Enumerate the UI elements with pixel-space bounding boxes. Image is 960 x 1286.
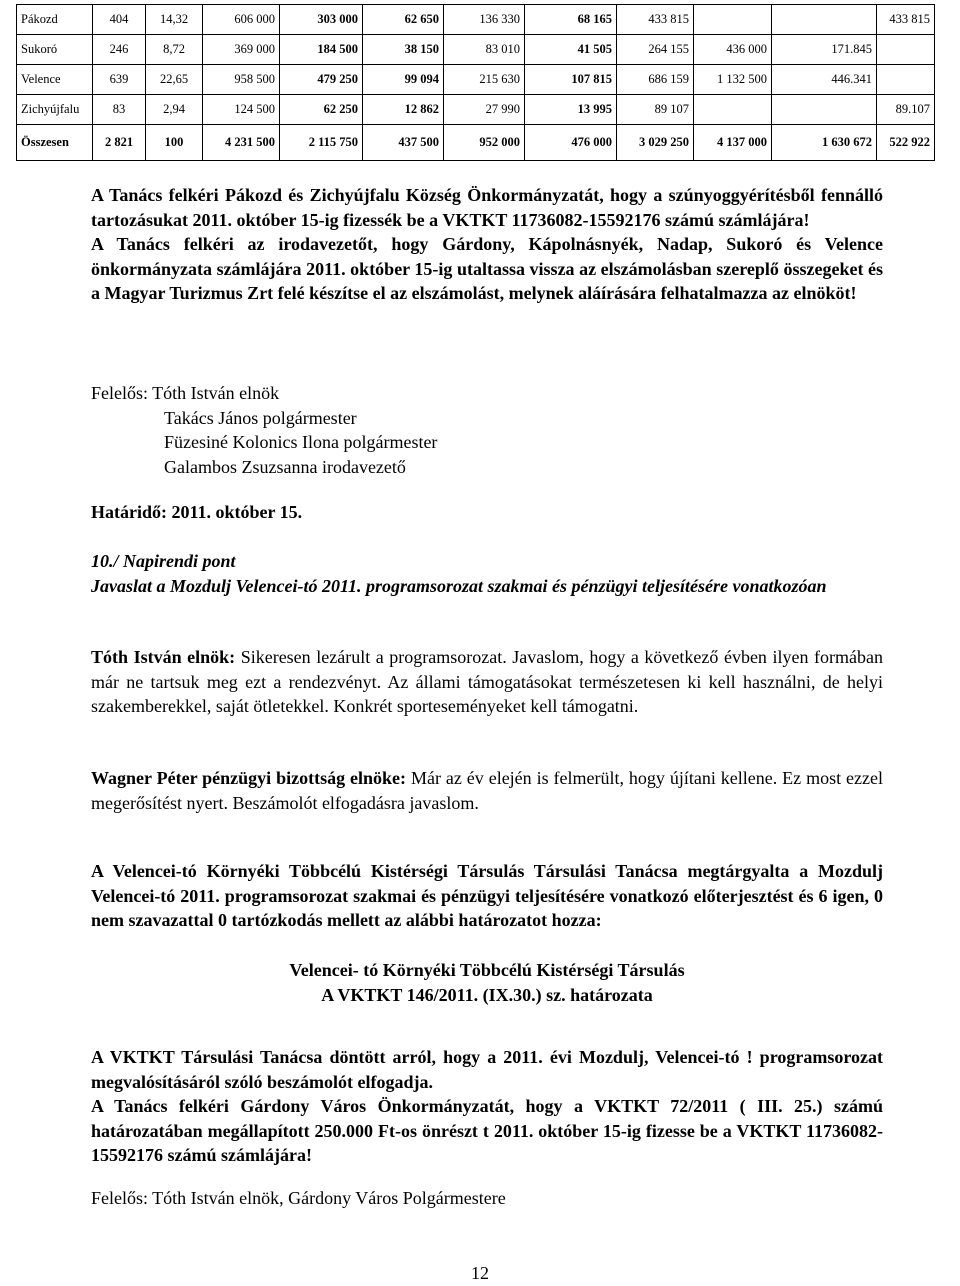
speech-wagner bbox=[91, 766, 883, 815]
decision-header-org: Velencei- tó Környéki Többcélú Kistérségi Társulás bbox=[289, 960, 685, 980]
speech-wagner-text: Már az év elején is felmerült, hogy újítani kellene. Ez most ezzel megerősítést nyert. Beszámolót elfogadásra javaslom. bbox=[91, 768, 883, 813]
table-cell-name: Velence bbox=[17, 65, 93, 95]
table-cell: 62 650 bbox=[363, 5, 444, 35]
table-cell: 8,72 bbox=[146, 35, 203, 65]
table-cell: 476 000 bbox=[525, 125, 617, 161]
table-cell: 12 862 bbox=[363, 95, 444, 125]
responsible-name-2: Füzesiné Kolonics Ilona polgármester bbox=[164, 432, 438, 452]
responsible-name-3: Galambos Zsuzsanna irodavezető bbox=[164, 456, 406, 477]
table-cell: 13 995 bbox=[525, 95, 617, 125]
responsible-name-1: Takács János polgármester bbox=[164, 407, 357, 428]
table-cell: 606 000 bbox=[203, 5, 280, 35]
request-payment-paragraph: A Tanács felkéri Pákozd és Zichyújfalu Község Önkormányzatát, hogy a szúnyoggyérítésből fennálló tartozásukat 2011. október 15-ig fizessék be a VKTKT 11736082-15592176 számú számlájára! bbox=[91, 185, 883, 230]
table-cell bbox=[877, 35, 935, 65]
speech-toth bbox=[91, 645, 883, 719]
decision-header bbox=[91, 958, 883, 1007]
table-cell: 369 000 bbox=[203, 35, 280, 65]
table-cell: 2,94 bbox=[146, 95, 203, 125]
table-cell: 215 630 bbox=[444, 65, 525, 95]
tanacs-request-block bbox=[91, 183, 883, 306]
table-cell: 433 815 bbox=[877, 5, 935, 35]
table-cell: 437 500 bbox=[363, 125, 444, 161]
table-cell-name: Pákozd bbox=[17, 5, 93, 35]
agenda-block bbox=[91, 549, 883, 598]
table-cell: 639 bbox=[93, 65, 146, 95]
table-cell: 446.341 bbox=[772, 65, 877, 95]
table-cell: 99 094 bbox=[363, 65, 444, 95]
table-cell: 68 165 bbox=[525, 5, 617, 35]
table-cell: 686 159 bbox=[617, 65, 694, 95]
table-cell: 14,32 bbox=[146, 5, 203, 35]
table-row bbox=[17, 5, 935, 35]
decision-intro: A Velencei-tó Környéki Többcélú Kistérségi Társulás Társulási Tanácsa megtárgyalta a Mozdulj Velencei-tó 2011. programsorozat szakmai és pénzügyi teljesítésére vonatkozó előterjesztést és 6 igen, 0 nem szavazattal 0 tartózkodás mellett az alábbi határozatot hozza: bbox=[91, 861, 883, 930]
table-cell: 2 115 750 bbox=[280, 125, 363, 161]
table-cell: 958 500 bbox=[203, 65, 280, 95]
table-cell: 22,65 bbox=[146, 65, 203, 95]
table-cell: 952 000 bbox=[444, 125, 525, 161]
agenda-title: Javaslat a Mozdulj Velencei-tó 2011. programsorozat szakmai és pénzügyi teljesítésére vonatkozóan bbox=[91, 575, 827, 596]
speaker-toth: Tóth István elnök: bbox=[91, 647, 236, 667]
table-cell bbox=[877, 65, 935, 95]
decision-header-number: A VKTKT 146/2011. (IX.30.) sz. határozata bbox=[321, 984, 653, 1005]
responsible-line: Felelős: Tóth István elnök bbox=[91, 383, 280, 403]
page-number: 12 bbox=[471, 1263, 489, 1283]
deadline-line: Határidő: 2011. október 15. bbox=[91, 502, 303, 522]
table-cell-name: Zichyújfalu bbox=[17, 95, 93, 125]
table-cell: 136 330 bbox=[444, 5, 525, 35]
table-cell: 1 132 500 bbox=[694, 65, 772, 95]
table-cell: 27 990 bbox=[444, 95, 525, 125]
table-row bbox=[17, 95, 935, 125]
table-cell: 264 155 bbox=[617, 35, 694, 65]
table-row bbox=[17, 65, 935, 95]
decision-paragraph-2: A Tanács felkéri Gárdony Város Önkormányzatát, hogy a VKTKT 72/2011 ( III. 25.) számú határozatában megállapított 250.000 Ft-os önrészt t 2011. október 15-ig fizesse be a VKTKT 11736082-15592176 számú számlájára! bbox=[91, 1096, 883, 1165]
table-cell: 303 000 bbox=[280, 5, 363, 35]
table-cell: 3 029 250 bbox=[617, 125, 694, 161]
table-cell: 38 150 bbox=[363, 35, 444, 65]
table-cell-name: Sukoró bbox=[17, 35, 93, 65]
table-cell: 62 250 bbox=[280, 95, 363, 125]
table-cell bbox=[772, 5, 877, 35]
table-cell: 89 107 bbox=[617, 95, 694, 125]
table-cell: 100 bbox=[146, 125, 203, 161]
table-cell: 4 231 500 bbox=[203, 125, 280, 161]
table-cell: 436 000 bbox=[694, 35, 772, 65]
table-cell: 83 bbox=[93, 95, 146, 125]
table-cell: 171.845 bbox=[772, 35, 877, 65]
table-cell: 89.107 bbox=[877, 95, 935, 125]
table-cell: 404 bbox=[93, 5, 146, 35]
table-cell: 2 821 bbox=[93, 125, 146, 161]
responsible-block-1 bbox=[91, 381, 883, 479]
table-cell: 41 505 bbox=[525, 35, 617, 65]
request-refund-paragraph: A Tanács felkéri az irodavezetőt, hogy Gárdony, Kápolnásnyék, Nadap, Sukoró és Velence önkormányzata számlájára 2011. október 15-ig utaltassa vissza az elszámolásban szereplő összegeket és a Magyar Turizmus Zrt felé készítse el az elszámolást, melynek aláírására felhatalmazza az elnököt! bbox=[91, 234, 883, 303]
decision-text bbox=[91, 1045, 883, 1168]
table-cell bbox=[694, 5, 772, 35]
table-cell bbox=[772, 95, 877, 125]
table-cell: 1 630 672 bbox=[772, 125, 877, 161]
speaker-wagner: Wagner Péter pénzügyi bizottság elnöke: bbox=[91, 768, 407, 788]
decision-paragraph-1: A VKTKT Társulási Tanácsa döntött arról, hogy a 2011. évi Mozdulj, Velencei-tó ! programsorozat megvalósításáról szóló beszámolót elfogadja. bbox=[91, 1047, 883, 1092]
table-row bbox=[17, 125, 935, 161]
table-row bbox=[17, 35, 935, 65]
table-cell: 246 bbox=[93, 35, 146, 65]
table-cell: 433 815 bbox=[617, 5, 694, 35]
table-cell: 124 500 bbox=[203, 95, 280, 125]
table-cell: 107 815 bbox=[525, 65, 617, 95]
financial-table bbox=[16, 4, 935, 161]
responsible-line-2: Felelős: Tóth István elnök, Gárdony Város Polgármestere bbox=[91, 1188, 506, 1208]
table-cell: 4 137 000 bbox=[694, 125, 772, 161]
table-cell bbox=[694, 95, 772, 125]
table-cell: 83 010 bbox=[444, 35, 525, 65]
table-cell: 184 500 bbox=[280, 35, 363, 65]
speech-toth-text: Sikeresen lezárult a programsorozat. Javaslom, hogy a következő évben ilyen formában már ne tartsuk meg ezt a rendezvényt. Az állami támogatásokat természetesen ki kell használni, de helyi szakemberekkel, saját ötletekkel. Konkrét sporteseményeket kell támogatni. bbox=[91, 647, 883, 716]
agenda-number: 10./ Napirendi pont bbox=[91, 551, 236, 571]
table-cell: 479 250 bbox=[280, 65, 363, 95]
table-cell-name: Összesen bbox=[17, 125, 93, 161]
table-cell: 522 922 bbox=[877, 125, 935, 161]
